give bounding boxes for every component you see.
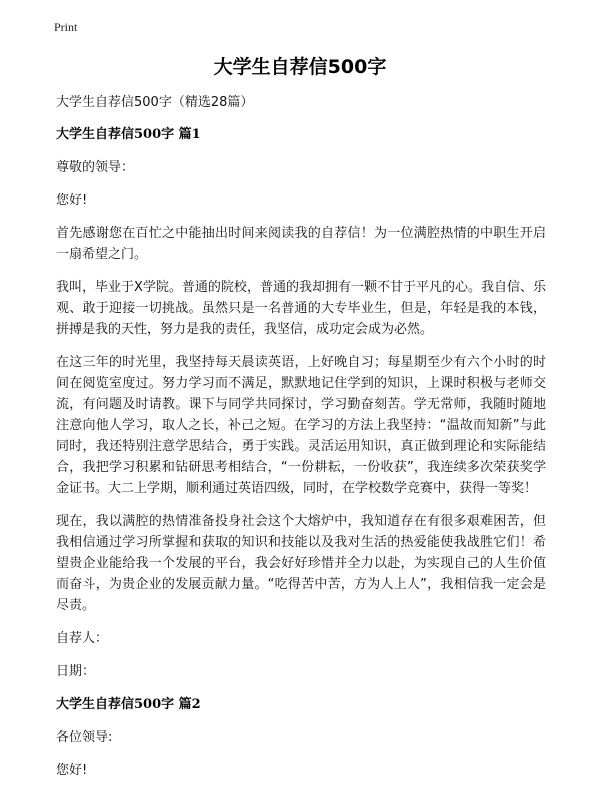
- paragraph-4: 现在，我以满腔的热情准备投身社会这个大熔炉中，我知道存在有很多艰难困苦，但我相信通过学习所掌握和获取的知识和技能以及我对生活的热爱能使我战胜它们！希望贵企业能给我一个发展的平台，我会好好珍惜并全力以赴，为实现自己的人生价值而奋斗，为贵企业的发展贡献力量。“吃得苦中苦，方为人上人”，我相信我一定会是尽责。: [56, 514, 546, 613]
- document-body: [56, 92, 546, 793]
- page-title: 大学生自荐信500字: [213, 56, 387, 78]
- greeting-2: 各位领导:: [56, 730, 113, 745]
- salutation-2: 您好!: [56, 763, 88, 778]
- paragraph-3: 在这三年的时光里，我坚持每天晨读英语，上好晚自习；每星期至少有六个小时的时间在阅览室度过。努力学习而不满足，默默地记住学到的知识，上课时积极与老师交流，有问题及时请教。课下与同学共同探讨，学习勤奋刻苦。学无常师，我随时随地注意向他人学习，取人之长，补己之短。在学习的方法上我坚持：“温故而知新”与此同时，我还特别注意学思结合，勇于实践。灵活运用知识，真正做到理论和实际能结合，我把学习积累和钻研思考相结合，“一份耕耘，一份收获”，我连续多次荣获奖学金证书。大二上学期，顺利通过英语四级，同时，在学校数学竞赛中，获得一等奖！: [56, 355, 546, 496]
- paragraph-1: 首先感谢您在百忙之中能抽出时间来阅读我的自荐信！为一位满腔热情的中职生开启一扇希望之门。: [56, 226, 546, 262]
- document-subtitle: 大学生自荐信500字（精选28篇）: [56, 95, 254, 110]
- recommender-line: 自荐人：: [56, 631, 109, 646]
- paragraph-2: 我叫，毕业于X学院。普通的院校，普通的我却拥有一颗不甘于平凡的心。我自信、乐观、敢于迎接一切挑战。虽然只是一名普通的大专毕业生，但是，年轻是我的本钱，拼搏是我的天性，努力是我的责任，我坚信，成功定会成为必然。: [56, 280, 546, 337]
- date-line: 日期：: [56, 664, 96, 679]
- salutation-1: 您好!: [56, 193, 88, 208]
- greeting-1: 尊敬的领导：: [56, 160, 135, 175]
- section-heading-2: 大学生自荐信500字 篇2: [56, 697, 201, 712]
- print-link[interactable]: Print: [54, 20, 78, 34]
- section-heading-1: 大学生自荐信500字 篇1: [56, 127, 201, 142]
